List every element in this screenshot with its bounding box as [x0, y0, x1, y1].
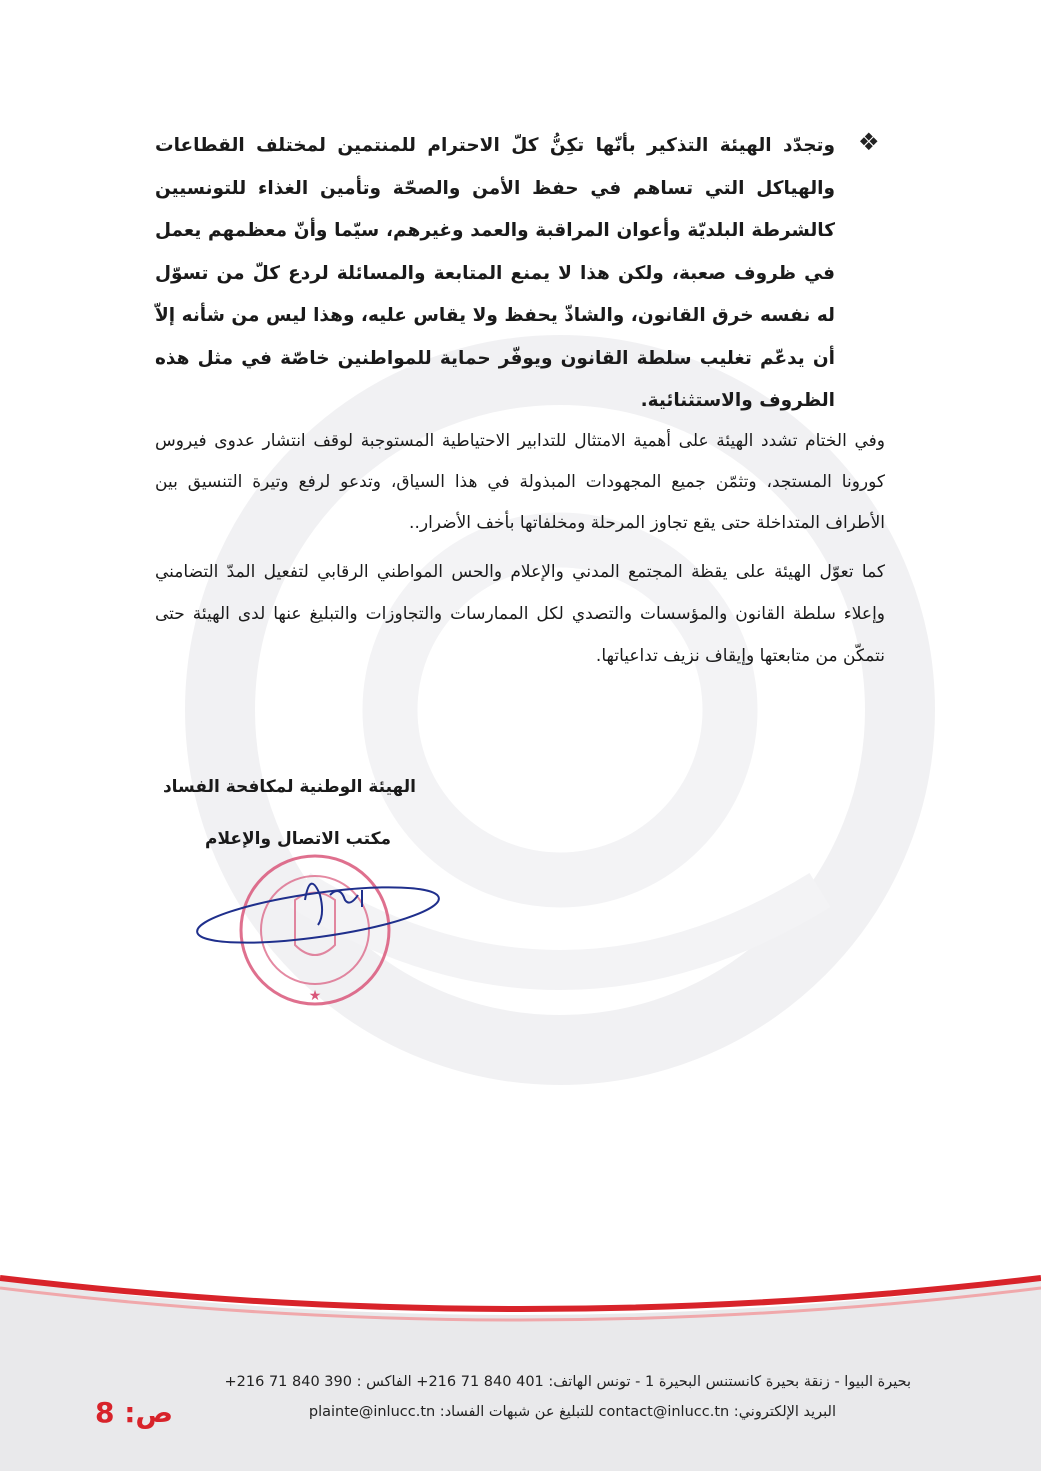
footer-decoration: [0, 1270, 1041, 1471]
signature-office: مكتب الاتصال والإعلام: [205, 829, 391, 849]
signature-authority: الهيئة الوطنية لمكافحة الفساد: [162, 777, 416, 797]
footer-address: بحيرة البيوا - زنقة بحيرة كانستنس البحيرة 1 - تونس الهاتف: 401 840 71 216+ الفاكس : 390 840 71 216+: [224, 1374, 911, 1390]
official-stamp: [190, 845, 450, 1015]
footer-emails: البريد الإلكتروني: contact@inlucc.tn للتبليغ عن شبهات الفساد: plainte@inlucc.tn: [308, 1404, 836, 1420]
paragraph-2: وفي الختام تشدد الهيئة على أهمية الامتثال للتدابير الاحتياطية المستوجبة لوقف انتشار عدوى فيروس كورونا المستجد، وتثمّن جميع المجهودات المبذولة في هذا السياق، وتدعو لرفع وتيرة التنسيق بين الأطراف المتداخلة حتى يقع تجاوز المرحلة ومخلفاتها بأخف الأضرار..: [155, 431, 885, 533]
page-number: ص: 8: [95, 1396, 174, 1429]
svg-text:★: ★: [308, 988, 322, 1004]
paragraph-1: وتجدّد الهيئة التذكير بأنّها تكِنُّ كلّ الاحترام للمنتمين لمختلف القطاعات والهياكل التي تساهم في حفظ الأمن والصحّة وتأمين الغذاء للتونسيين كالشرطة البلديّة وأعوان المراقبة والعمد وغيرهم، سيّما وأنّ معظمهم يعمل في ظروف صعبة، ولكن هذا لا يمنع المتابعة والمسائلة لردع كلّ من تسوّل له نفسه خرق القانون، والشاذّ يحفظ ولا يقاس عليه، وهذا ليس من شأنه إلاّ أن يدعّم تغليب سلطة القانون ويوفّر حماية للمواطنين خاصّة في مثل هذه الظروف والاستثنائية.: [155, 135, 835, 411]
paragraph-3: كما تعوّل الهيئة على يقظة المجتمع المدني والإعلام والحس المواطني الرقابي لتفعيل المدّ التضامني وإعلاء سلطة القانون والمؤسسات والتصدي لكل الممارسات والتجاوزات والتبليغ عنها لدى الهيئة حتى نتمكّن من متابعتها وإيقاف نزيف تداعياتها.: [155, 562, 885, 666]
bullet-icon: ❖: [858, 128, 880, 156]
